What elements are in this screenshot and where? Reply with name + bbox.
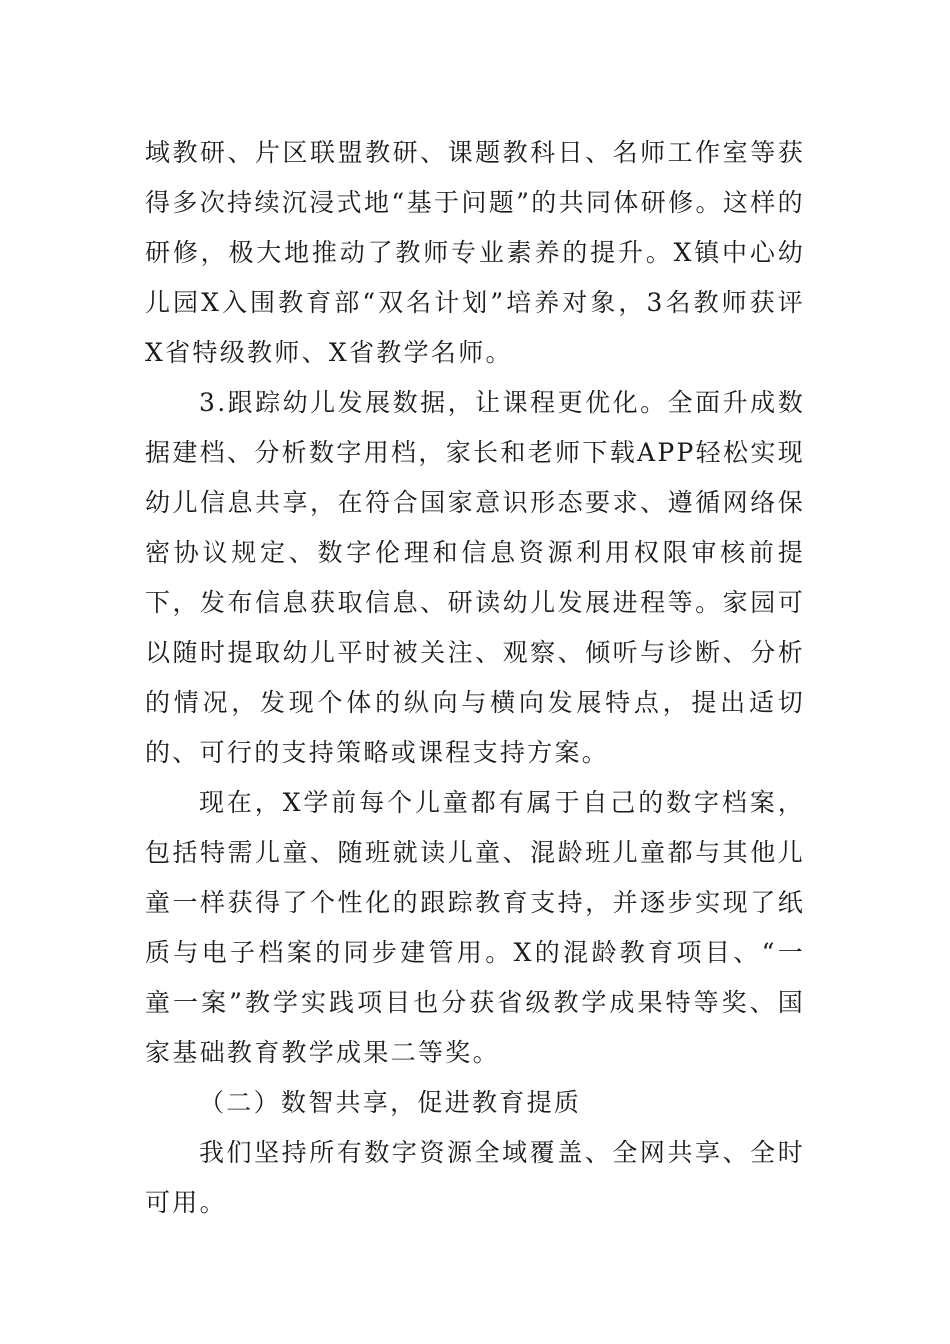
paragraph-tracking-data: 3.跟踪幼儿发展数据，让课程更优化。全面升成数据建档、分析数字用档，家长和老师下载APP轻松实现幼儿信息共享，在符合国家意识形态要求、遵循网络保密协议规定、数字伦理和信息资源利用权限审核前提下，发布信息获取信息、研读幼儿发展进程等。家园可以随时提取幼儿平时被关注、观察、倾听与诊断、分析的情况，发现个体的纵向与横向发展特点，提出适切的、可行的支持策略或课程支持方案。 bbox=[145, 388, 805, 767]
section-heading: （二）数智共享，促进教育提质 bbox=[199, 1088, 582, 1117]
paragraph-digital-archive: 现在，X学前每个儿童都有属于自己的数字档案，包括特需儿童、随班就读儿童、混龄班儿童都与其他儿童一样获得了个性化的跟踪教育支持，并逐步实现了纸质与电子档案的同步建管用。X的混龄教育项目、“一童一案”教学实践项目也分获省级教学成果特等奖、国家基础教育教学成果二等奖。 bbox=[145, 788, 805, 1067]
paragraph-closing: 我们坚持所有数字资源全域覆盖、全网共享、全时可用。 bbox=[145, 1138, 805, 1217]
document-body bbox=[145, 128, 805, 1228]
paragraph-continuation: 域教研、片区联盟教研、课题教科日、名师工作室等获得多次持续沉浸式地“基于问题”的共同体研修。这样的研修，极大地推动了教师专业素养的提升。X镇中心幼儿园X入围教育部“双名计划”培养对象，3名教师获评X省特级教师、X省教学名师。 bbox=[145, 138, 805, 367]
